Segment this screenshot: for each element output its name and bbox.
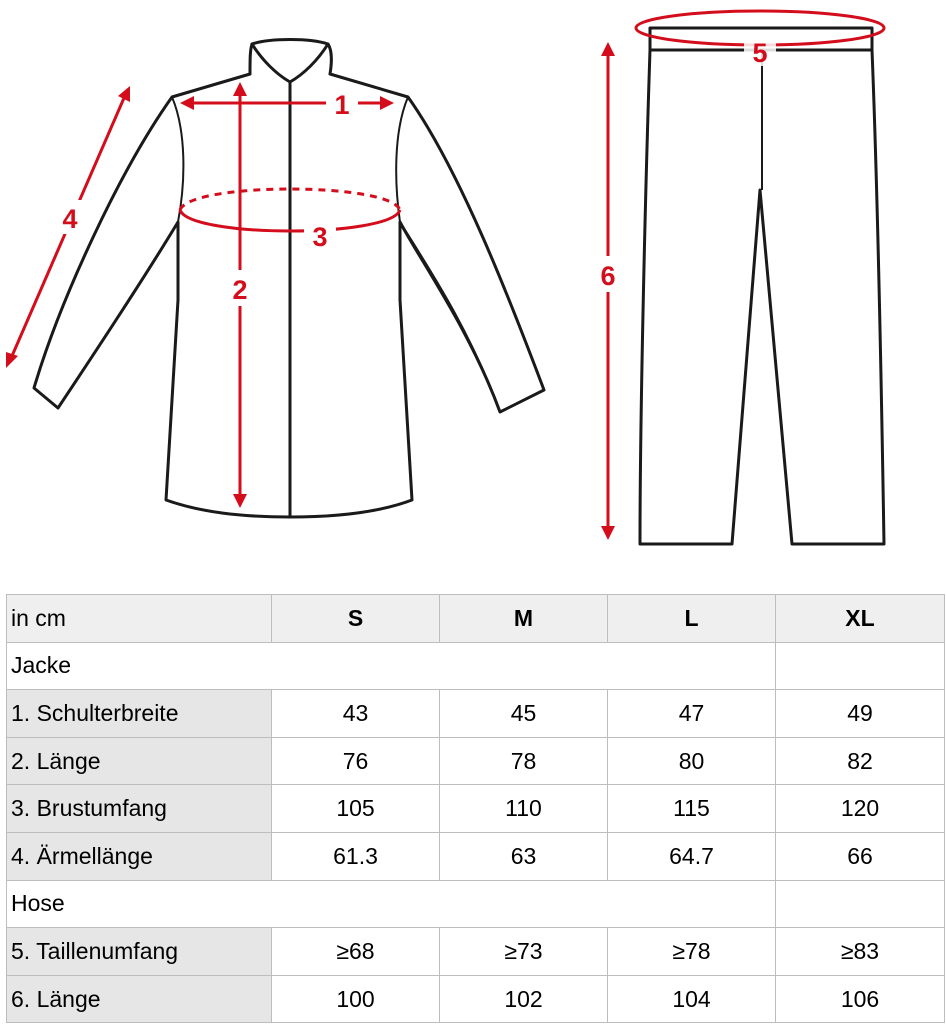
cell-value: 120 <box>776 785 945 833</box>
cell-value: 80 <box>608 737 776 785</box>
section-row-pants <box>7 880 945 928</box>
cell-value: ≥68 <box>272 928 440 976</box>
measure-waist-ellipse <box>636 11 884 68</box>
cell-value: 47 <box>608 690 776 738</box>
pants-drawing <box>640 28 884 544</box>
measure-length-arrow <box>224 82 256 508</box>
cell-value: 66 <box>776 832 945 880</box>
cell-value: 100 <box>272 975 440 1023</box>
table-row <box>7 737 945 785</box>
cell-value: 82 <box>776 737 945 785</box>
table-row <box>7 928 945 976</box>
row-label: 1. Schulterbreite <box>7 690 272 738</box>
cell-value: 106 <box>776 975 945 1023</box>
label-3: 3 <box>312 222 328 252</box>
measure-shoulder-arrow <box>180 86 394 120</box>
label-1: 1 <box>334 90 350 120</box>
row-label: 2. Länge <box>7 737 272 785</box>
row-label: 5. Taillenumfang <box>7 928 272 976</box>
empty-cell <box>776 642 945 690</box>
cell-value: 104 <box>608 975 776 1023</box>
label-5: 5 <box>752 38 768 68</box>
size-l-header: L <box>608 595 776 643</box>
size-s-header: S <box>272 595 440 643</box>
row-label: 3. Brustumfang <box>7 785 272 833</box>
cell-value: 63 <box>440 832 608 880</box>
cell-value: 105 <box>272 785 440 833</box>
cell-value: ≥83 <box>776 928 945 976</box>
section-label: Hose <box>7 880 776 928</box>
cell-value: 110 <box>440 785 608 833</box>
table-row <box>7 832 945 880</box>
row-label: 4. Ärmellänge <box>7 832 272 880</box>
unit-label: in cm <box>7 595 272 643</box>
cell-value: 102 <box>440 975 608 1023</box>
label-6: 6 <box>600 261 616 291</box>
label-2: 2 <box>232 275 248 305</box>
section-label: Jacke <box>7 642 776 690</box>
size-xl-header: XL <box>776 595 945 643</box>
cell-value: 115 <box>608 785 776 833</box>
table-header-row <box>7 595 945 643</box>
label-4: 4 <box>62 204 78 234</box>
cell-value: 64.7 <box>608 832 776 880</box>
table-row <box>7 975 945 1023</box>
cell-value: 78 <box>440 737 608 785</box>
section-row-jacket <box>7 642 945 690</box>
cell-value: ≥73 <box>440 928 608 976</box>
cell-value: ≥78 <box>608 928 776 976</box>
cell-value: 76 <box>272 737 440 785</box>
row-label: 6. Länge <box>7 975 272 1023</box>
size-m-header: M <box>440 595 608 643</box>
cell-value: 45 <box>440 690 608 738</box>
table-row <box>7 690 945 738</box>
measure-pants-length-arrow <box>592 42 624 540</box>
cell-value: 43 <box>272 690 440 738</box>
empty-cell <box>776 880 945 928</box>
jacket-drawing <box>34 40 544 518</box>
cell-value: 61.3 <box>272 832 440 880</box>
cell-value: 49 <box>776 690 945 738</box>
table-row <box>7 785 945 833</box>
size-chart-table <box>6 594 945 1023</box>
